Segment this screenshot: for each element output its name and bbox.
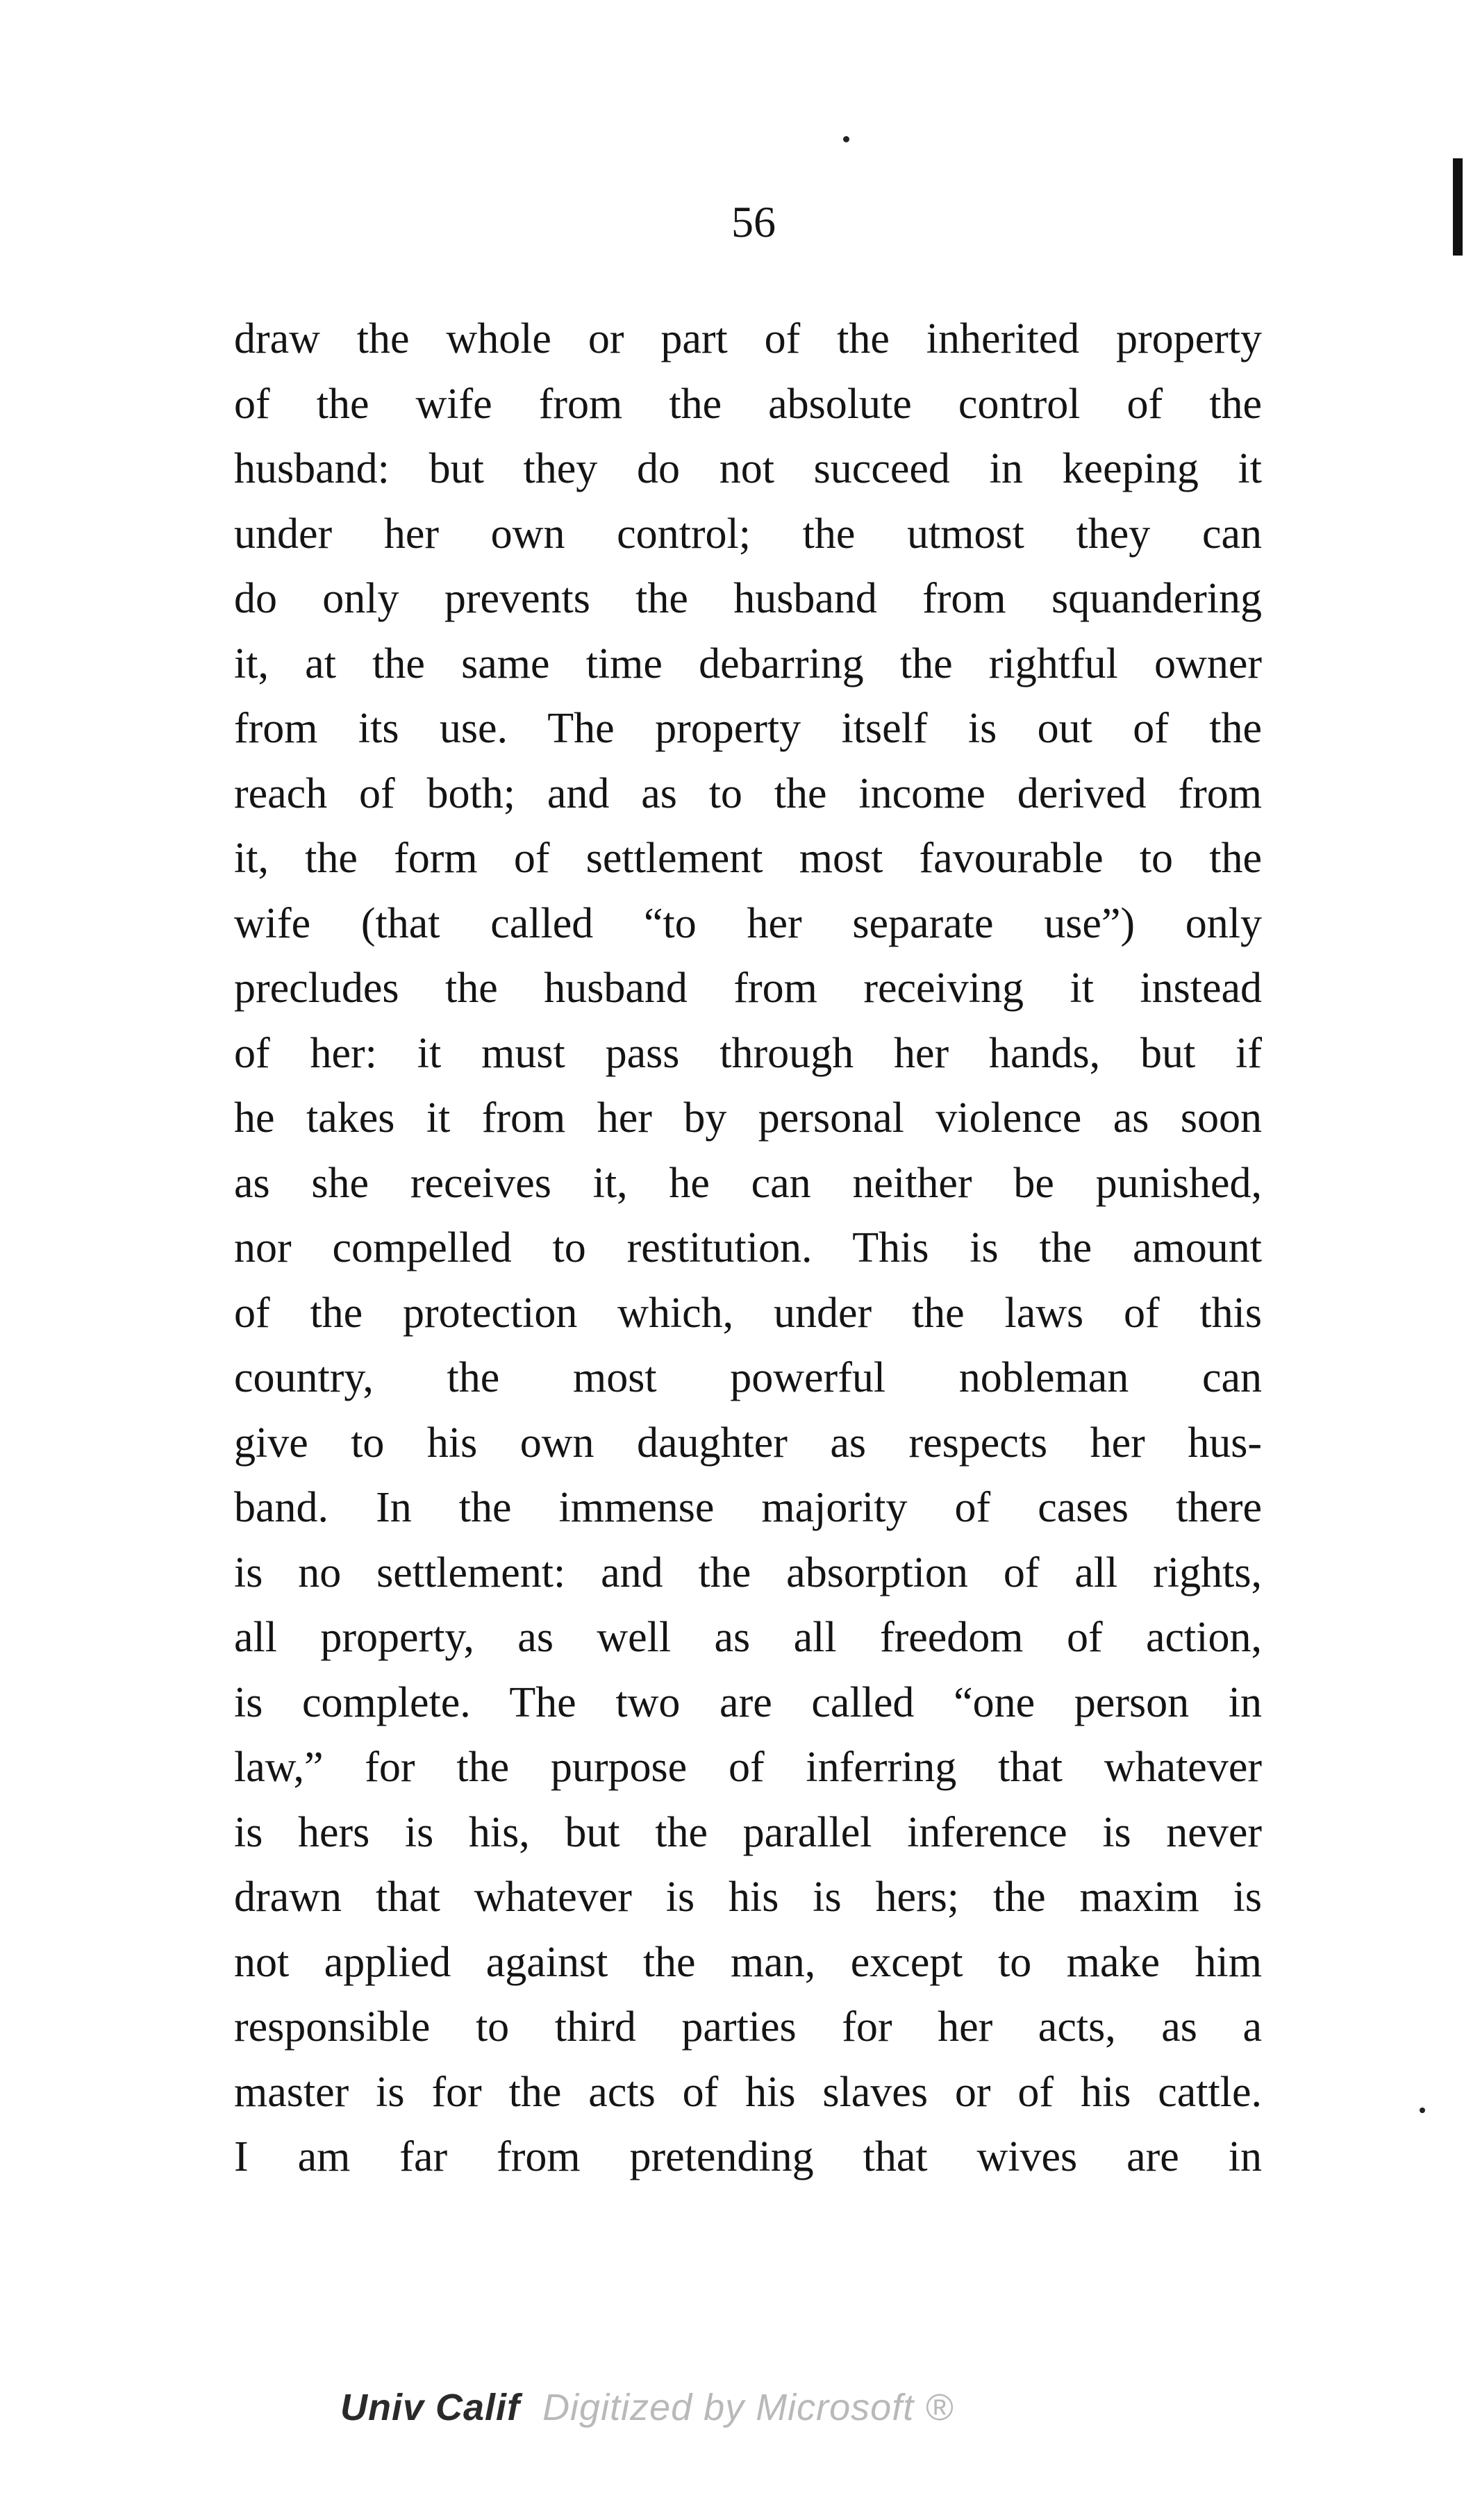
text-line: as she receives it, he can neither be punished, [234,1159,1262,1207]
text-line: not applied against the man, except to make him [234,1938,1262,1986]
watermark-credit: Digitized by Microsoft ® [542,2387,954,2428]
text-line: give to his own daughter as respects her hus- [234,1419,1262,1467]
page-number: 56 [731,197,776,247]
text-line: country, the most powerful nobleman can [234,1354,1262,1401]
text-line: do only prevents the husband from squandering [234,575,1262,622]
text-line: he takes it from her by personal violence as soon [234,1094,1262,1142]
text-line: drawn that whatever is his is hers; the maxim is [234,1874,1262,1921]
text-line: of her: it must pass through her hands, but if [234,1029,1262,1077]
text-line: from its use. The property itself is out of the [234,705,1262,752]
text-line: reach of both; and as to the income derived from [234,769,1262,817]
digitization-watermark [340,2386,1174,2429]
text-line: draw the whole or part of the inherited property [234,315,1262,362]
text-line: all property, as well as all freedom of action, [234,1614,1262,1661]
print-speck [843,136,849,142]
watermark-source: Univ Calif [340,2387,521,2428]
text-line: band. In the immense majority of cases there [234,1484,1262,1531]
text-line: I am far from pretending that wives are in [234,2133,1262,2180]
body-text [234,307,1262,2190]
text-line: nor compelled to restitution. This is the amount [234,1224,1262,1271]
text-line: is complete. The two are called “one person in [234,1678,1262,1726]
text-line: under her own control; the utmost they can [234,510,1262,558]
text-line: is hers is his, but the parallel inference is never [234,1808,1262,1856]
text-line: it, at the same time debarring the rightful owner [234,640,1262,687]
text-line: is no settlement: and the absorption of all rights, [234,1549,1262,1596]
text-line: of the protection which, under the laws of this [234,1289,1262,1337]
text-line: it, the form of settlement most favourable to the [234,835,1262,882]
text-line: law,” for the purpose of inferring that whatever [234,1744,1262,1791]
text-line: husband: but they do not succeed in keeping it [234,445,1262,492]
text-line: responsible to third parties for her acts, as a [234,2003,1262,2051]
text-line: precludes the husband from receiving it instead [234,965,1262,1012]
text-line: master is for the acts of his slaves or of his cattle. [234,2068,1262,2116]
text-line: of the wife from the absolute control of the [234,380,1262,428]
text-line: wife (that called “to her separate use”) only [234,899,1262,947]
print-speck [1420,2108,1425,2113]
